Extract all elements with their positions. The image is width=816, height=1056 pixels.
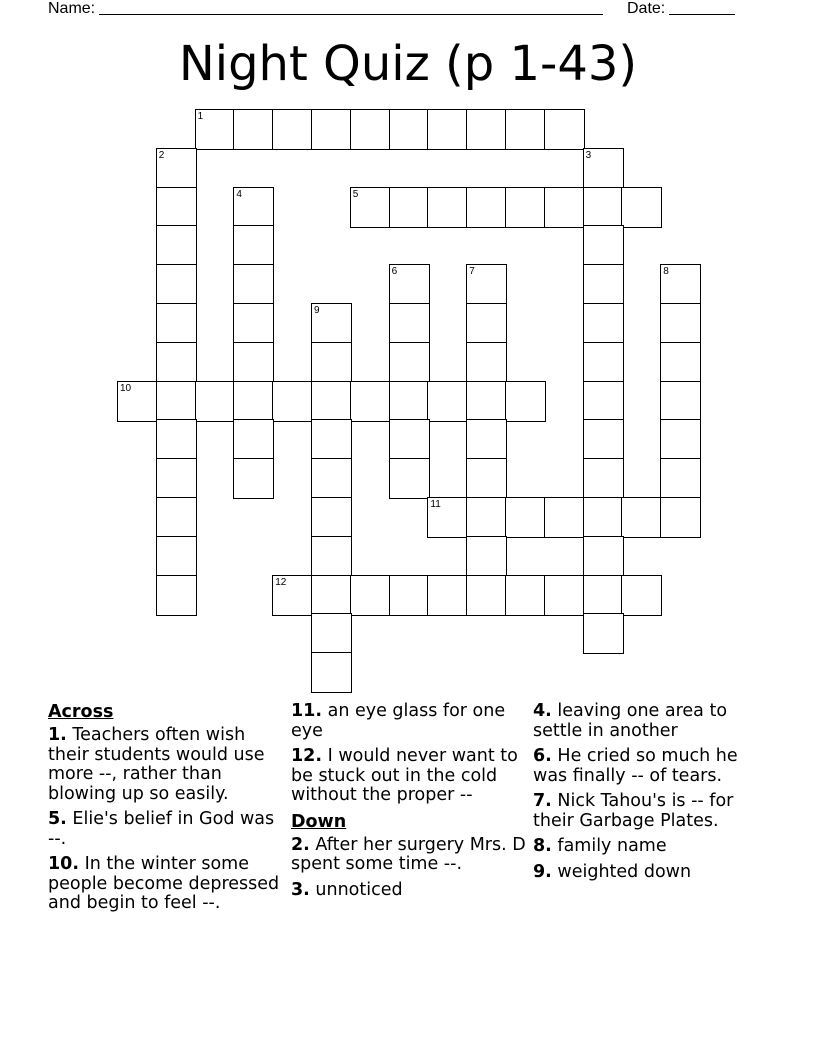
grid-cell[interactable] [233, 342, 274, 383]
grid-cell[interactable] [389, 187, 430, 228]
grid-cell[interactable] [311, 419, 352, 460]
grid-cell[interactable] [233, 187, 274, 228]
grid-cell[interactable] [389, 264, 430, 305]
clue-text: Teachers often wish their students would use more --, rather than blowing up so easily. [48, 725, 265, 804]
grid-cell[interactable] [156, 303, 197, 344]
grid-cell[interactable] [195, 109, 236, 150]
clue-text: After her surgery Mrs. D spent some time --. [291, 834, 526, 874]
clue-text: unnoticed [315, 879, 403, 900]
clue-column-1 [48, 702, 284, 920]
grid-cell[interactable] [233, 225, 274, 266]
grid-cell[interactable] [466, 536, 507, 577]
grid-cell[interactable] [233, 458, 274, 499]
clue-number: 1. [48, 725, 67, 745]
grid-cell[interactable] [156, 575, 197, 616]
clue-number: 9. [533, 861, 552, 882]
clue-text: He cried so much he was finally -- of tears. [533, 746, 738, 786]
clue-number: 12. [291, 746, 323, 766]
clue-number: 7. [533, 791, 552, 811]
name-label: Name: [48, 0, 96, 17]
clue-number: 10. [48, 854, 80, 874]
clue-text: Elie's belief in God was --. [48, 809, 275, 849]
grid-cell[interactable] [311, 381, 352, 422]
clue-number: 2. [291, 834, 310, 855]
grid-cell[interactable] [583, 381, 624, 422]
cell-number: 10 [120, 382, 132, 394]
grid-cell[interactable] [233, 381, 274, 422]
cell-number: 9 [314, 305, 320, 316]
grid-cell[interactable] [427, 109, 468, 150]
grid-cell[interactable] [660, 419, 701, 460]
grid-cell[interactable] [311, 303, 352, 344]
grid-cell[interactable] [466, 497, 507, 538]
grid-cell[interactable] [583, 342, 624, 383]
clue-text: leaving one area to settle in another [533, 701, 728, 741]
date-label: Date: [627, 0, 666, 17]
clue-down-8 [533, 837, 769, 857]
grid-cell[interactable] [389, 419, 430, 460]
grid-cell[interactable] [621, 187, 662, 228]
clue-across-12 [291, 747, 527, 806]
clue-down-9 [533, 863, 769, 883]
page-title: Night Quiz (p 1-43) [178, 36, 638, 92]
clue-column-3 [533, 702, 769, 888]
grid-cell[interactable] [660, 342, 701, 383]
grid-cell[interactable] [272, 575, 313, 616]
grid-cell[interactable] [466, 458, 507, 499]
clue-text: Nick Tahou's is -- for their Garbage Plates. [533, 791, 734, 831]
clue-text: an eye glass for one eye [291, 701, 506, 741]
grid-cell[interactable] [233, 264, 274, 305]
cell-number: 12 [275, 576, 287, 588]
clue-number: 4. [533, 701, 552, 721]
grid-cell[interactable] [583, 419, 624, 460]
grid-cell[interactable] [233, 303, 274, 344]
grid-cell[interactable] [350, 381, 391, 422]
cell-number: 4 [236, 188, 242, 200]
clue-down-6 [533, 747, 769, 786]
grid-cell[interactable] [311, 575, 352, 616]
grid-cell[interactable] [466, 575, 507, 616]
grid-cell[interactable] [117, 381, 158, 422]
clue-column-2 [291, 702, 527, 906]
grid-cell[interactable] [466, 419, 507, 460]
cell-number: 5 [352, 188, 359, 200]
across-heading: Across [48, 702, 114, 722]
grid-cell[interactable] [427, 187, 468, 228]
clue-down-2 [291, 836, 527, 875]
grid-cell[interactable] [466, 187, 507, 228]
grid-cell[interactable] [660, 381, 701, 422]
grid-cell[interactable] [156, 536, 197, 577]
cell-number: 3 [585, 149, 592, 161]
cell-number: 7 [469, 266, 475, 278]
grid-cell[interactable] [272, 381, 313, 422]
grid-cell[interactable] [583, 303, 624, 344]
grid-cell[interactable] [660, 458, 701, 499]
grid-cell[interactable] [350, 109, 391, 150]
grid-cell[interactable] [621, 575, 662, 616]
cell-number: 6 [391, 266, 398, 278]
grid-cell[interactable] [156, 225, 197, 266]
grid-cell[interactable] [621, 497, 662, 538]
grid-cell[interactable] [466, 303, 507, 344]
clue-number: 3. [291, 879, 310, 900]
cell-number: 2 [158, 149, 165, 161]
clue-number: 8. [533, 836, 552, 856]
grid-cell[interactable] [272, 109, 313, 150]
down-heading: Down [291, 811, 347, 832]
grid-cell[interactable] [311, 613, 352, 654]
grid-cell[interactable] [156, 497, 197, 538]
grid-cell[interactable] [583, 148, 624, 189]
clue-text: weighted down [557, 861, 692, 882]
grid-cell[interactable] [583, 264, 624, 305]
grid-cell[interactable] [233, 419, 274, 460]
grid-cell[interactable] [427, 575, 468, 616]
grid-cell[interactable] [583, 458, 624, 499]
grid-cell[interactable] [311, 109, 352, 150]
grid-cell[interactable] [427, 497, 468, 538]
clue-down-3 [291, 881, 527, 901]
grid-cell[interactable] [583, 187, 624, 228]
grid-cell[interactable] [583, 575, 624, 616]
grid-cell[interactable] [466, 109, 507, 150]
grid-cell[interactable] [311, 652, 352, 693]
clue-across-11 [291, 702, 527, 741]
grid-cell[interactable] [195, 381, 236, 422]
grid-cell[interactable] [156, 381, 197, 422]
grid-cell[interactable] [156, 264, 197, 305]
clue-down-4 [533, 702, 769, 741]
grid-cell[interactable] [505, 381, 546, 422]
grid-cell[interactable] [389, 575, 430, 616]
clue-across-5 [48, 810, 284, 849]
grid-cell[interactable] [583, 225, 624, 266]
grid-cell[interactable] [389, 342, 430, 383]
grid-cell[interactable] [505, 187, 546, 228]
clue-number: 6. [533, 746, 552, 766]
grid-cell[interactable] [389, 458, 430, 499]
clue-text: I would never want to be stuck out in the cold without the proper -- [291, 746, 518, 805]
grid-cell[interactable] [156, 342, 197, 383]
cell-number: 8 [663, 266, 669, 278]
grid-cell[interactable] [466, 381, 507, 422]
clue-number: 11. [291, 701, 323, 721]
grid-cell[interactable] [350, 187, 391, 228]
grid-cell[interactable] [156, 148, 197, 189]
grid-cell[interactable] [583, 497, 624, 538]
grid-cell[interactable] [660, 264, 701, 305]
grid-cell[interactable] [311, 458, 352, 499]
grid-cell[interactable] [660, 303, 701, 344]
grid-cell[interactable] [156, 458, 197, 499]
grid-cell[interactable] [311, 536, 352, 577]
grid-cell[interactable] [466, 342, 507, 383]
grid-cell[interactable] [544, 187, 585, 228]
grid-cell[interactable] [505, 497, 546, 538]
grid-cell[interactable] [544, 575, 585, 616]
grid-cell[interactable] [583, 536, 624, 577]
grid-cell[interactable] [311, 342, 352, 383]
clue-across-1 [48, 726, 284, 804]
grid-cell[interactable] [466, 264, 507, 305]
grid-cell[interactable] [544, 497, 585, 538]
grid-cell[interactable] [583, 613, 624, 654]
clue-down-7 [533, 792, 769, 831]
grid-cell[interactable] [505, 575, 546, 616]
grid-cell[interactable] [389, 109, 430, 150]
grid-cell[interactable] [233, 109, 274, 150]
cell-number: 11 [430, 499, 441, 510]
clue-text: family name [557, 836, 667, 856]
grid-cell[interactable] [156, 187, 197, 228]
cell-number: 1 [197, 111, 204, 122]
grid-cell[interactable] [544, 109, 585, 150]
grid-cell[interactable] [660, 497, 701, 538]
clue-across-10 [48, 855, 284, 914]
clue-number: 5. [48, 809, 67, 829]
grid-cell[interactable] [156, 419, 197, 460]
grid-cell[interactable] [311, 497, 352, 538]
grid-cell[interactable] [389, 303, 430, 344]
grid-cell[interactable] [389, 381, 430, 422]
clue-text: In the winter some people become depressed and begin to feel --. [48, 854, 280, 913]
grid-cell[interactable] [427, 381, 468, 422]
grid-cell[interactable] [505, 109, 546, 150]
grid-cell[interactable] [350, 575, 391, 616]
